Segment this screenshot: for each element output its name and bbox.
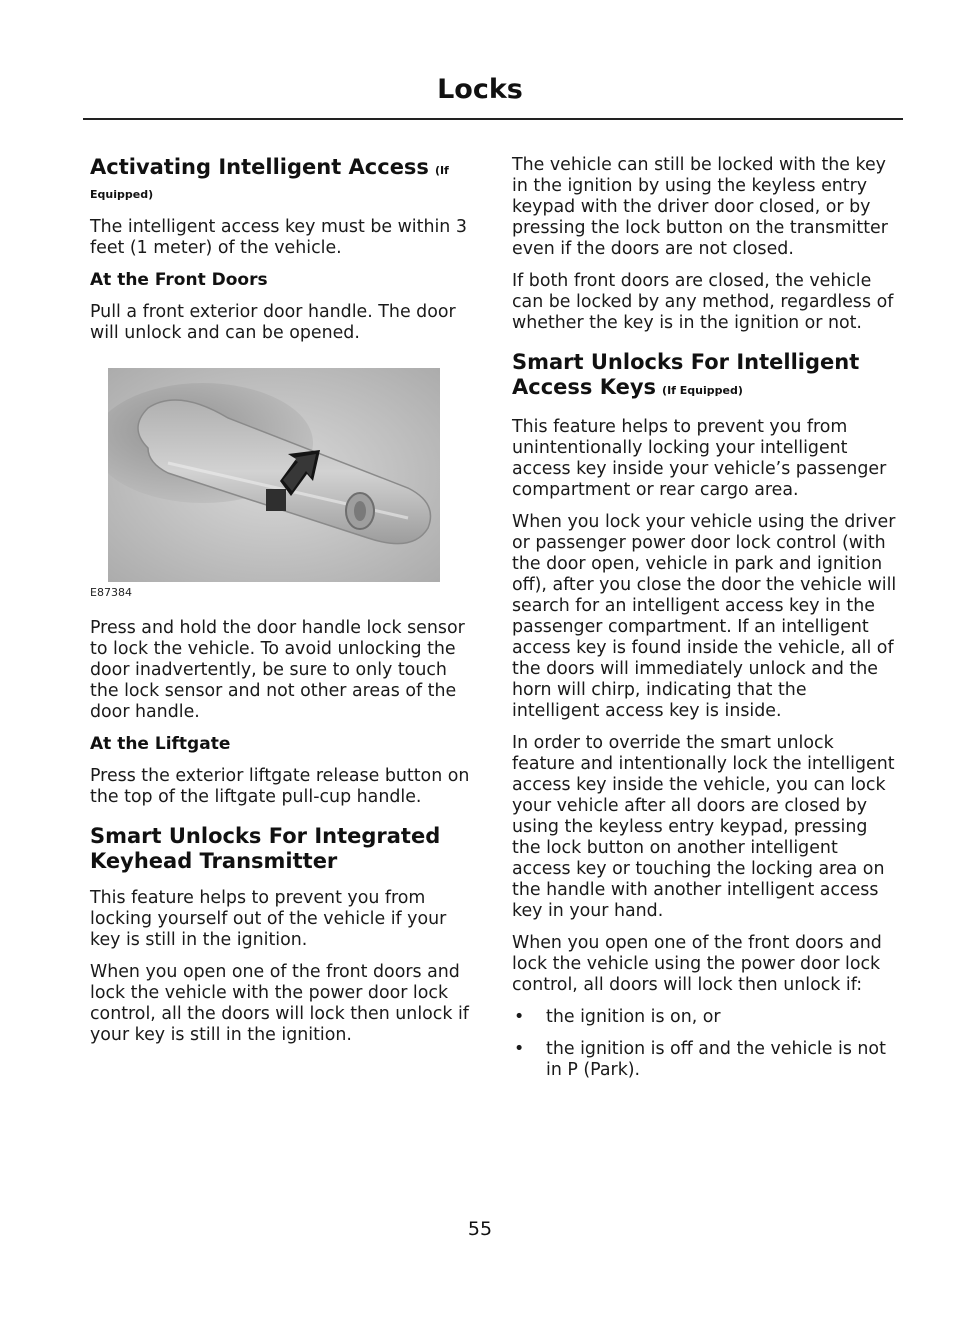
paragraph: When you open one of the front doors and lock the vehicle with the power door lock control, all the doors will lock then unlock if your key is still in the ignition. [90, 962, 469, 1045]
subheading-front-doors: At the Front Doors [90, 270, 268, 290]
page-number: 55 [467, 1218, 493, 1240]
paragraph: The intelligent access key must be within 3 feet (1 meter) of the vehicle. [90, 217, 467, 258]
figure-caption: E87384 [90, 586, 132, 599]
list-item-text: the ignition is off and the vehicle is not in P (Park). [546, 1039, 886, 1080]
list-item [512, 1007, 898, 1028]
section-title-line: Keyhead Transmitter [90, 849, 338, 873]
paragraph: This feature helps to prevent you from locking yourself out of the vehicle if your key is still in the ignition. [90, 888, 447, 950]
header-divider [83, 118, 903, 120]
paragraph: This feature helps to prevent you from unintentionally locking your intelligent access key inside your vehicle’s passenger compartment or rear cargo area. [512, 417, 887, 500]
paragraph: When you open one of the front doors and lock the vehicle using the power door lock control, all doors will lock then unlock if: [512, 933, 882, 995]
section-qualifier-continued: Equipped) [90, 188, 154, 201]
section-qualifier: (If Equipped) [662, 384, 743, 397]
bullet-list [512, 1007, 898, 1081]
section-title-text: Activating Intelligent Access [90, 155, 429, 179]
subheading-liftgate: At the Liftgate [90, 734, 231, 754]
right-column [512, 155, 898, 1092]
section-title-smart-unlocks-intelligent [512, 350, 898, 403]
section-title-activating-intelligent-access [90, 155, 476, 203]
section-title-line: Smart Unlocks For Integrated [90, 824, 441, 848]
section-title-line: Access Keys [512, 375, 657, 399]
door-handle-illustration [108, 368, 440, 582]
paragraph: Press and hold the door handle lock sensor to lock the vehicle. To avoid unlocking the door inadvertently, be sure to only touch the lock sensor and not other areas of the door handle. [90, 618, 465, 722]
list-item-text: the ignition is on, or [546, 1007, 721, 1027]
section-title-line: Smart Unlocks For Intelligent [512, 350, 860, 374]
door-handle-image [108, 368, 440, 582]
bullet-marker: • [514, 1039, 525, 1059]
section-qualifier: (If [434, 164, 449, 177]
bullet-marker: • [514, 1007, 525, 1027]
paragraph: In order to override the smart unlock feature and intentionally lock the intelligent access key inside the vehicle, you can lock your vehicle after all doors are closed by using the keyless entry keypad, pressing the lock button on another intelligent access key or touching the locking area on the handle with another intelligent access key in your hand. [512, 733, 895, 921]
left-column [90, 155, 476, 1057]
paragraph: If both front doors are closed, the vehicle can be locked by any method, regardless of whether the key is in the ignition or not. [512, 271, 894, 333]
section-title-smart-unlocks-keyhead [90, 824, 476, 874]
paragraph: Press the exterior liftgate release button on the top of the liftgate pull-cup handle. [90, 766, 470, 807]
page-title: Locks [437, 74, 523, 105]
paragraph: The vehicle can still be locked with the key in the ignition by using the keyless entry keypad with the driver door closed, or by pressing the lock button on the transmitter even if the doors are not closed. [512, 155, 888, 259]
paragraph: Pull a front exterior door handle. The door will unlock and can be opened. [90, 302, 456, 343]
list-item [512, 1039, 898, 1081]
paragraph: When you lock your vehicle using the driver or passenger power door lock control (with the door open, vehicle in park and ignition off), after you close the door the vehicle will search for an intelligent access key in the passenger compartment. If an intelligent access key is found inside the vehicle, all of the doors will immediately unlock and the horn will chirp, indicating that the intelligent access key is inside. [512, 512, 897, 721]
